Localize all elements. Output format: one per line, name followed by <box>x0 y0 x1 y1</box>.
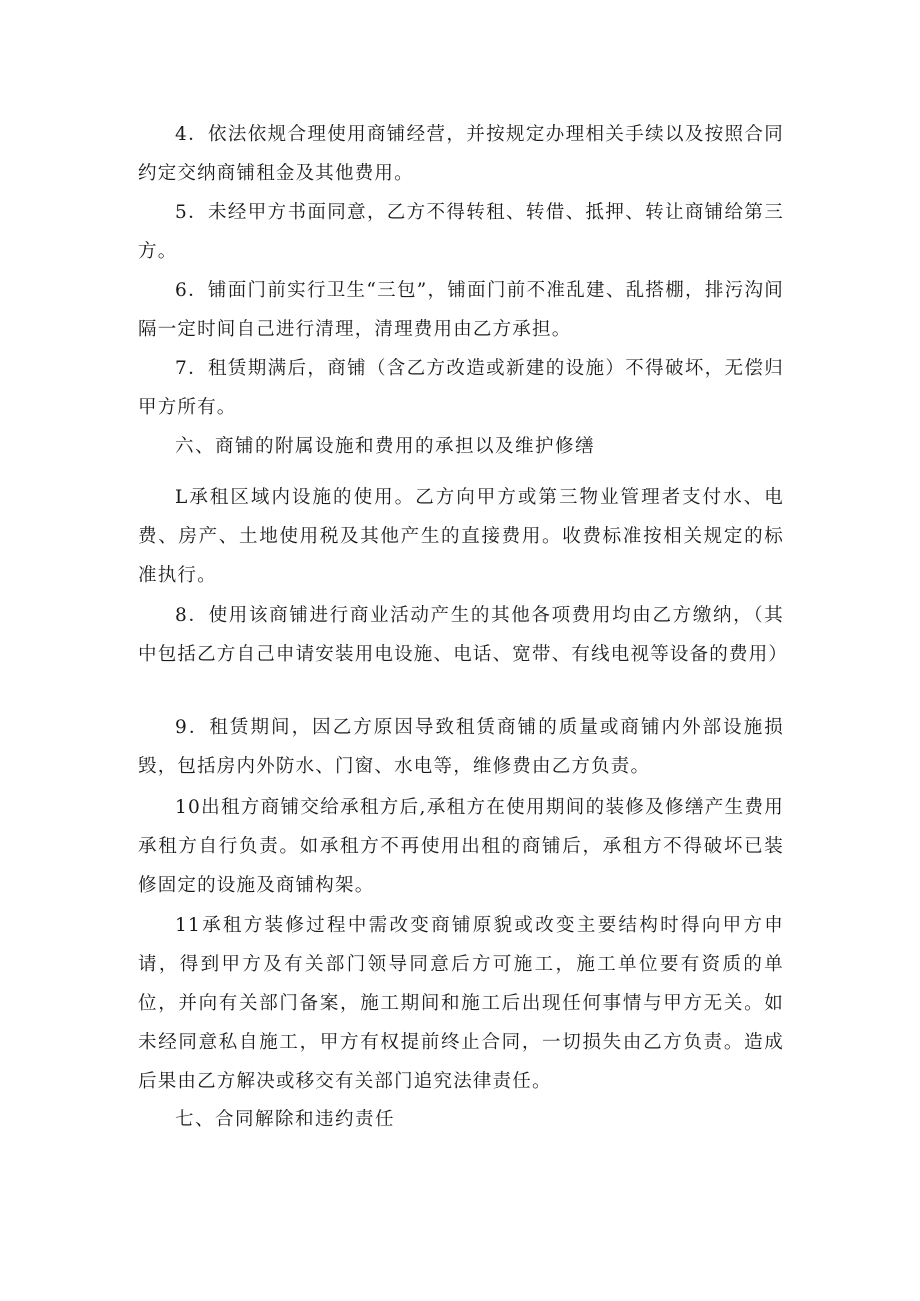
clause-9: 9．租赁期间，因乙方原因导致租赁商铺的质量或商铺内外部设施损毁，包括房内外防水、门窗、水电等，维修费由乙方负责。 <box>138 717 784 777</box>
clause-4: 4．依法依规合理使用商铺经营，并按规定办理相关手续以及按照合同约定交纳商铺租金及其他费用。 <box>138 124 784 184</box>
section-heading-6: 六、商铺的附属设施和费用的承担以及维护修缮 <box>175 436 596 457</box>
clause-7: 7．租赁期满后，商铺（含乙方改造或新建的设施）不得破坏，无偿归甲方所有。 <box>138 358 784 418</box>
clause-11: 11承租方装修过程中需改变商铺原貌或改变主要结构时得向甲方申请，得到甲方及有关部门领导同意后方可施工，施工单位要有资质的单位，并向有关部门备案，施工期间和施工后出现任何事情与甲方无关。如未经同意私自施工，甲方有权提前终止合同，一切损失由乙方负责。造成后果由乙方解决或移交有关部门追究法律责任。 <box>138 915 784 1092</box>
clause-5: 5．未经甲方书面同意，乙方不得转租、转借、抵押、转让商铺给第三方。 <box>138 202 784 262</box>
clause-facility-use: L承租区域内设施的使用。乙方向甲方或第三物业管理者支付水、电费、房产、土地使用税及其他产生的直接费用。收费标准按相关规定的标准执行。 <box>138 487 784 586</box>
section-heading-7: 七、合同解除和违约责任 <box>175 1109 396 1130</box>
clause-8: 8．使用该商铺进行商业活动产生的其他各项费用均由乙方缴纳，（其中包括乙方自己申请安装用电设施、电话、宽带、有线电视等设备的费用） <box>138 605 789 665</box>
clause-10: 10出租方商铺交给承租方后,承租方在使用期间的装修及修缮产生费用承租方自行负责。如承租方不再使用出租的商铺后，承租方不得破坏已装修固定的设施及商铺构架。 <box>138 797 784 896</box>
clause-6: 6．铺面门前实行卫生“三包”，铺面门前不准乱建、乱搭棚，排污沟间隔一定时间自己进行清理，清理费用由乙方承担。 <box>138 280 784 340</box>
